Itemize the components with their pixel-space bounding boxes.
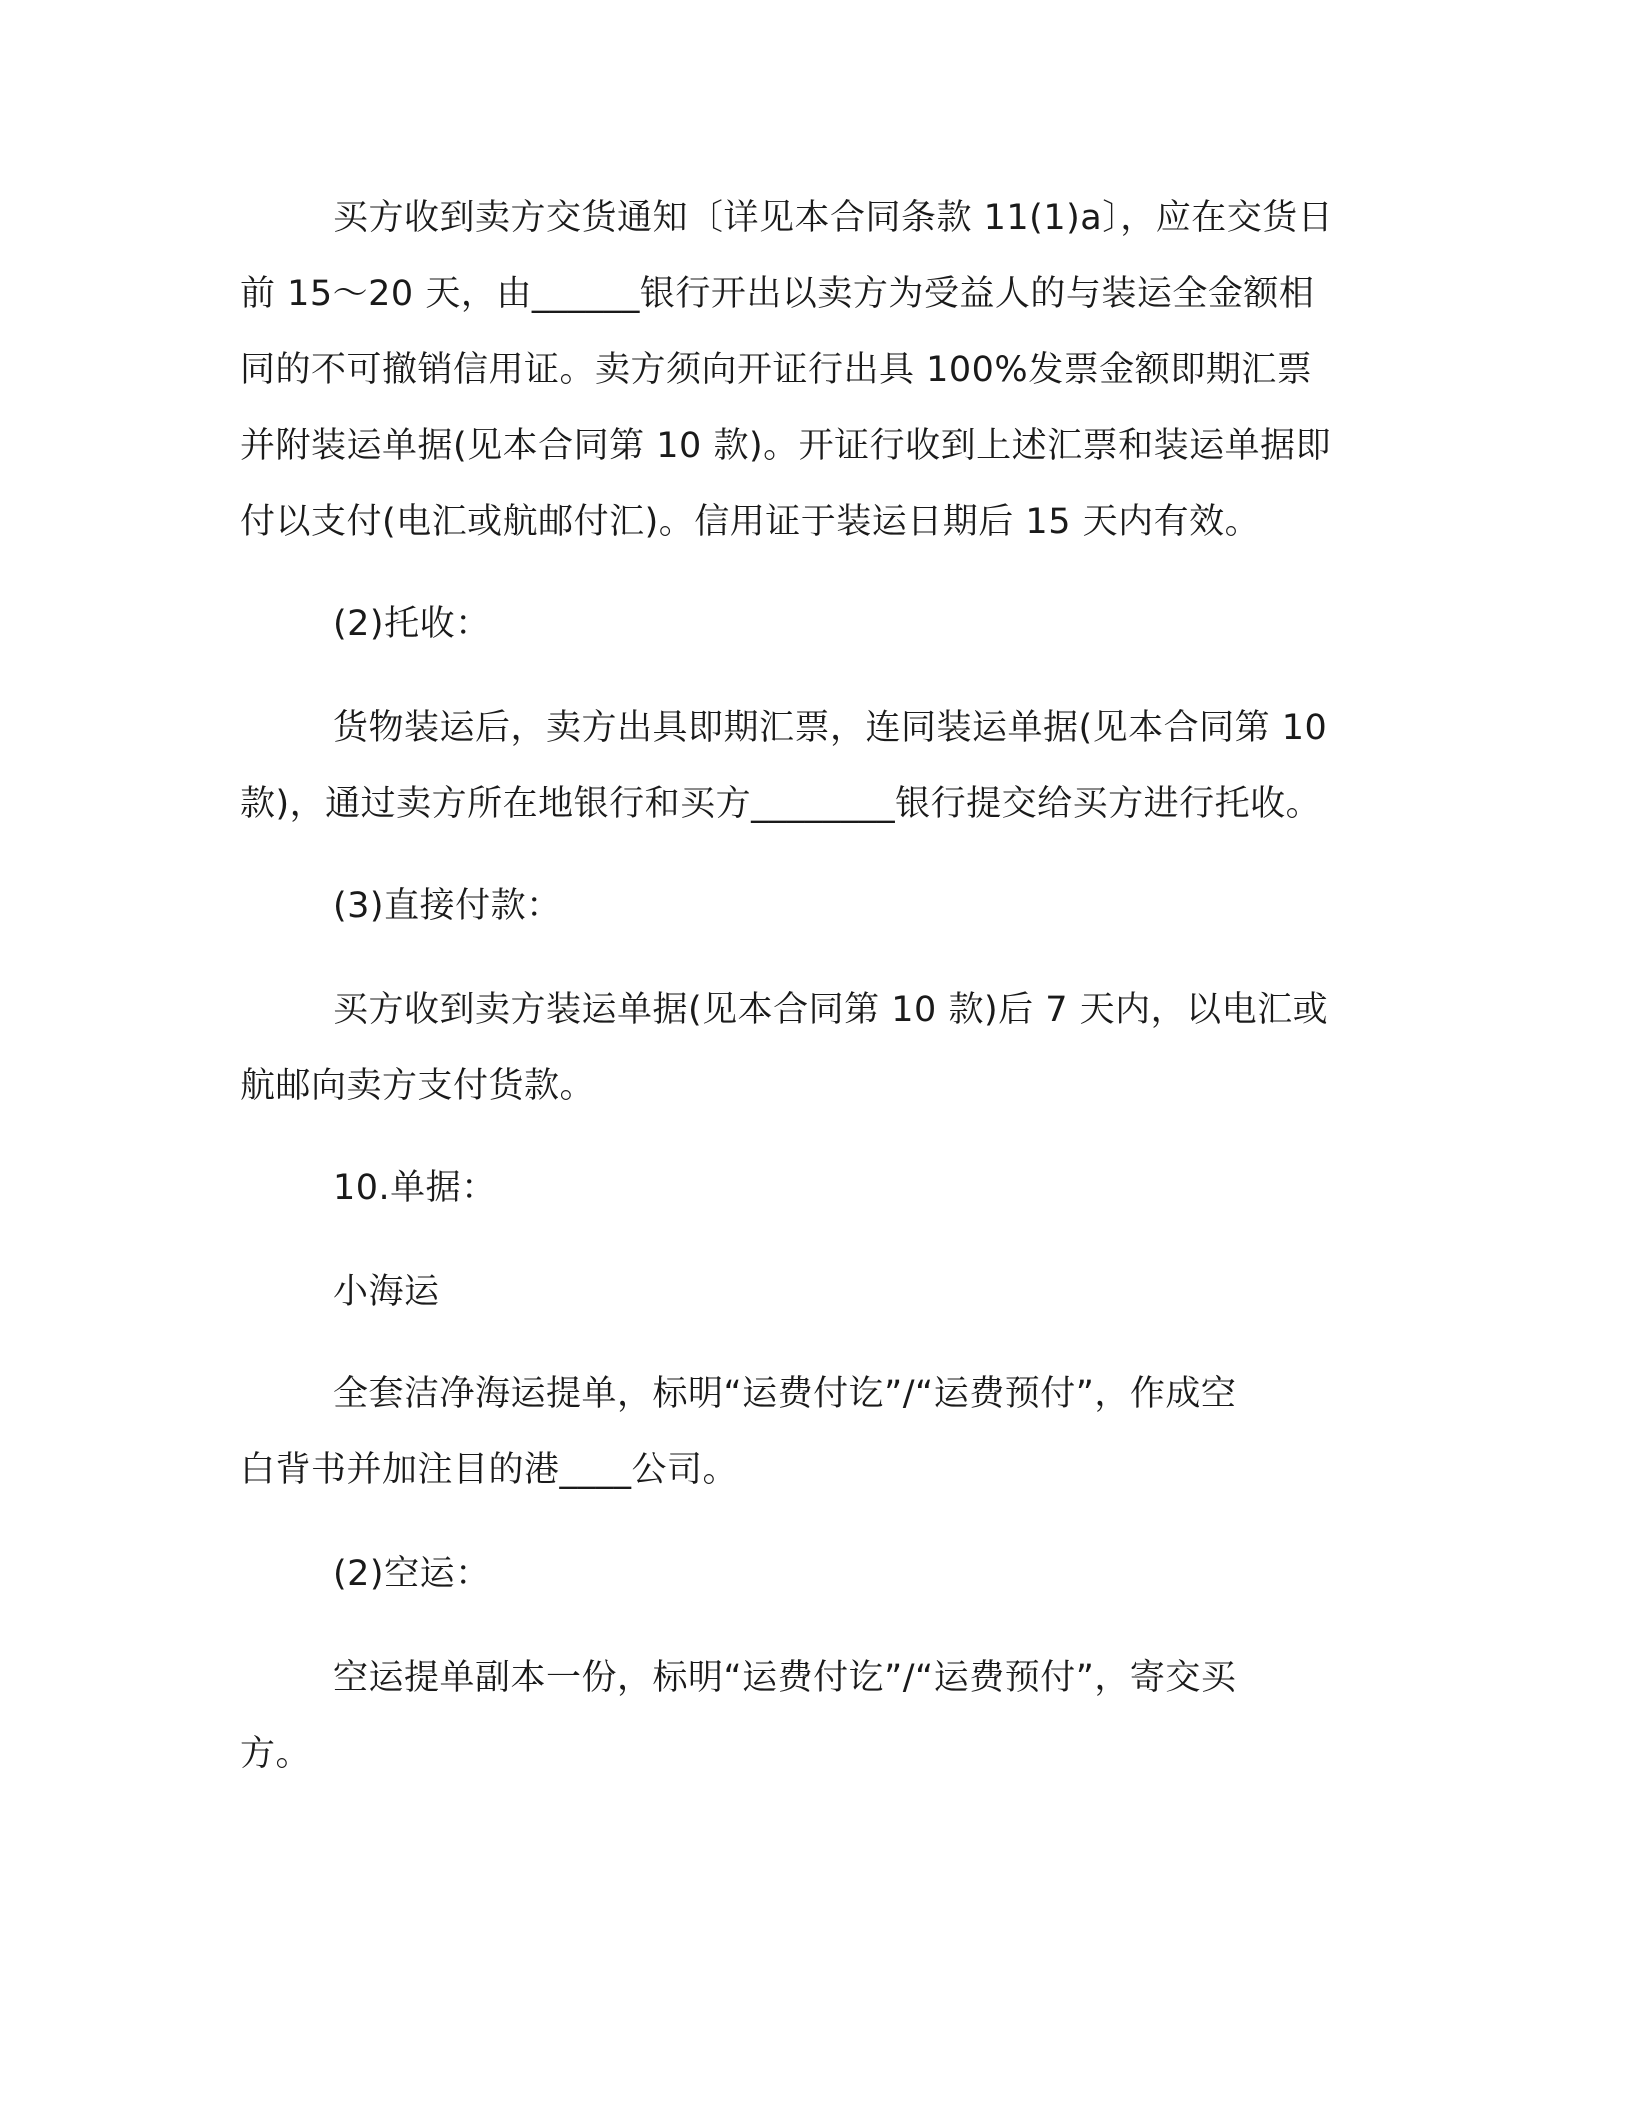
paragraph-direct-payment-line-1: 买方收到卖方装运单据(见本合同第 10 款)后 7 天内，以电汇或 — [333, 990, 1329, 1030]
paragraph-sea-freight-line-2: 白背书并加注目的港____公司。 — [240, 1450, 739, 1490]
heading-air-freight: (2)空运： — [333, 1554, 491, 1594]
heading-documents: 10.单据： — [333, 1168, 497, 1208]
paragraph-sea-freight-line-1: 全套洁净海运提单，标明“运费付讫”/“运费预付”，作成空 — [333, 1374, 1237, 1414]
paragraph-collection-line-2: 款)，通过卖方所在地银行和买方________银行提交给买方进行托收。 — [240, 784, 1322, 824]
paragraph-letter-of-credit-line-4: 并附装运单据(见本合同第 10 款)。开证行收到上述汇票和装运单据即 — [240, 426, 1332, 466]
paragraph-letter-of-credit-line-2: 前 15～20 天，由______银行开出以卖方为受益人的与装运全金额相 — [240, 274, 1315, 314]
heading-sea-freight: 小海运 — [333, 1272, 440, 1312]
heading-direct-payment: (3)直接付款： — [333, 886, 562, 926]
paragraph-letter-of-credit-line-1: 买方收到卖方交货通知〔详见本合同条款 11(1)a〕，应在交货日 — [333, 198, 1334, 238]
paragraph-letter-of-credit-line-3: 同的不可撤销信用证。卖方须向开证行出具 100%发票金额即期汇票 — [240, 350, 1313, 390]
paragraph-letter-of-credit-line-5: 付以支付(电汇或航邮付汇)。信用证于装运日期后 15 天内有效。 — [240, 502, 1261, 542]
paragraph-air-freight-line-1: 空运提单副本一份，标明“运费付讫”/“运费预付”，寄交买 — [333, 1658, 1237, 1698]
paragraph-collection-line-1: 货物装运后，卖方出具即期汇票，连同装运单据(见本合同第 10 — [333, 708, 1328, 748]
heading-collection: (2)托收： — [333, 604, 491, 644]
paragraph-direct-payment-line-2: 航邮向卖方支付货款。 — [240, 1066, 596, 1106]
paragraph-air-freight-line-2: 方。 — [240, 1734, 312, 1774]
